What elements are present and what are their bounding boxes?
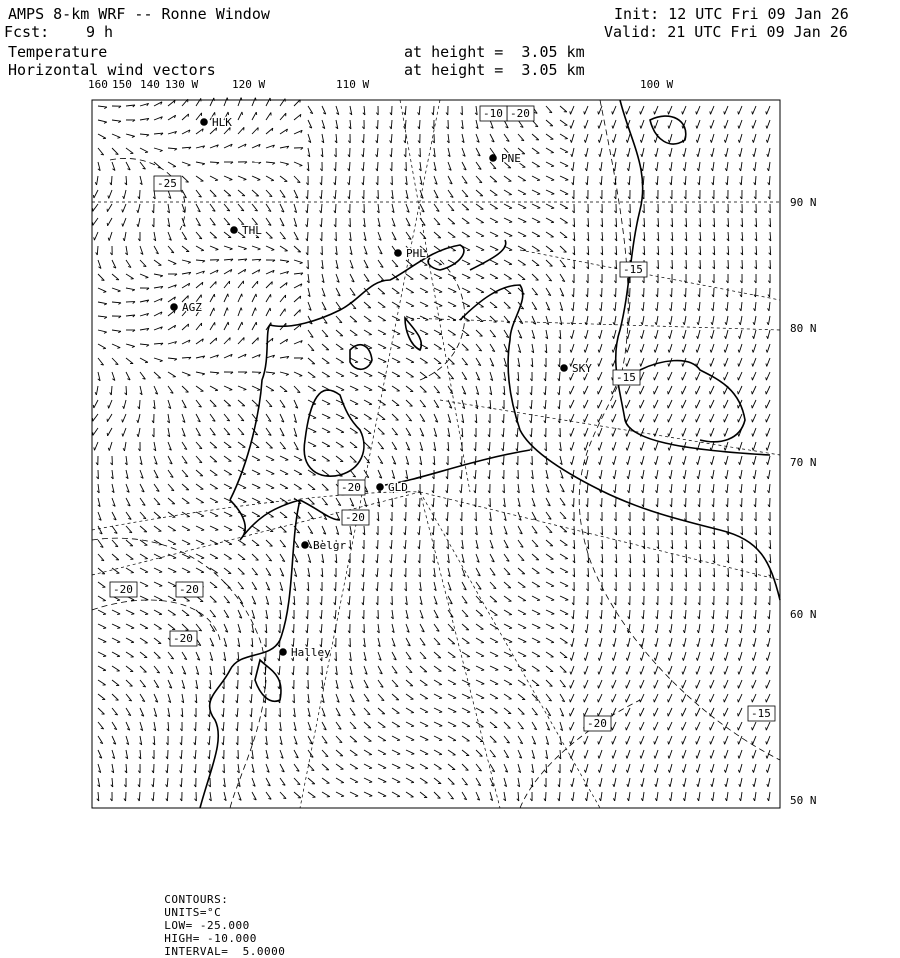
field-wind-vectors: Horizontal wind vectors xyxy=(8,62,216,78)
station-dot xyxy=(560,364,568,372)
longitude-label: 120 W xyxy=(232,78,265,91)
latitude-label: 50 N xyxy=(790,794,817,807)
map-title: AMPS 8-km WRF -- Ronne Window xyxy=(8,6,270,22)
height-line-1: at height = 3.05 km xyxy=(404,44,585,60)
longitude-label: 160 xyxy=(88,78,108,91)
station-label: Halley xyxy=(291,646,331,659)
high-value: HIGH= -10.000 xyxy=(164,932,257,945)
contour-label: -25 xyxy=(157,177,177,190)
contour-label: -20 xyxy=(179,583,199,596)
longitude-labels xyxy=(88,78,673,91)
height-line-2: at height = 3.05 km xyxy=(404,62,585,78)
station-dot xyxy=(279,648,287,656)
latitude-label: 70 N xyxy=(790,456,817,469)
latitude-label: 80 N xyxy=(790,322,817,335)
station-label: AGZ xyxy=(182,301,202,314)
field-temperature: Temperature xyxy=(8,44,107,60)
contour-label: -20 xyxy=(341,481,361,494)
contour-label: -15 xyxy=(616,371,636,384)
wind-vector-field xyxy=(93,98,771,802)
init-time: Init: 12 UTC Fri 09 Jan 26 xyxy=(614,6,849,22)
longitude-label: 130 W xyxy=(165,78,198,91)
contour-label: -20 xyxy=(345,511,365,524)
station-dot xyxy=(230,226,238,234)
station-label: PNE xyxy=(501,152,521,165)
longitude-label: 100 W xyxy=(640,78,673,91)
longitude-label: 140 xyxy=(140,78,160,91)
units-label: UNITS=°C xyxy=(164,906,221,919)
contour-label: -20 xyxy=(587,717,607,730)
latitude-labels xyxy=(790,196,817,807)
contour-legend xyxy=(150,880,291,958)
station-label: Belgr xyxy=(313,539,346,552)
contour-label: -20 xyxy=(173,632,193,645)
station-label: GLD xyxy=(388,481,408,494)
forecast-label: Fcst: xyxy=(4,24,49,40)
station-dot xyxy=(301,541,309,549)
latitude-label: 60 N xyxy=(790,608,817,621)
contour-label: -20 xyxy=(113,583,133,596)
forecast-hour: 9 h xyxy=(86,24,113,40)
longitude-label: 110 W xyxy=(336,78,369,91)
station-label: THL xyxy=(242,224,262,237)
longitude-label: 150 xyxy=(112,78,132,91)
contour-label: -10 xyxy=(483,107,503,120)
station-dot xyxy=(394,249,402,257)
contour-label: -15 xyxy=(751,707,771,720)
station-dot xyxy=(376,483,384,491)
valid-time: Valid: 21 UTC Fri 09 Jan 26 xyxy=(604,24,848,40)
station-dot xyxy=(200,118,208,126)
station-label: SKY xyxy=(572,362,592,375)
low-value: LOW= -25.000 xyxy=(164,919,249,932)
contours-label: CONTOURS: xyxy=(164,893,228,906)
station-label: HLK xyxy=(212,116,232,129)
station-dot xyxy=(489,154,497,162)
contour-label: -20 xyxy=(510,107,530,120)
station-dot xyxy=(170,303,178,311)
coastline xyxy=(200,100,780,808)
contour-label: -15 xyxy=(623,263,643,276)
latitude-label: 90 N xyxy=(790,196,817,209)
contour-label-group xyxy=(110,106,775,731)
station-label: PHL xyxy=(406,247,426,260)
interval-value: INTERVAL= 5.0000 xyxy=(164,945,285,958)
